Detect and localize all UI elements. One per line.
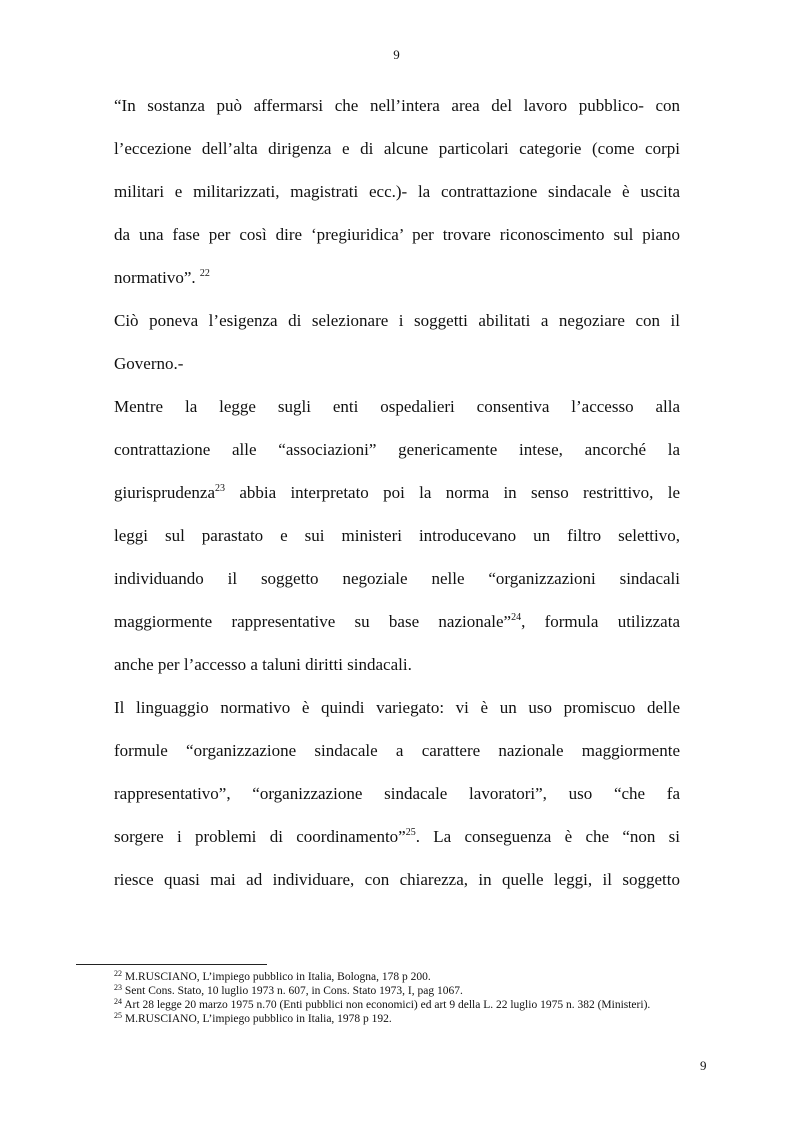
- text-line: Mentre la legge sugli enti ospedalieri consentiva l’accesso alla: [114, 397, 680, 416]
- text-line: [114, 256, 680, 299]
- text-line: individuando il soggetto negoziale nelle “organizzazioni sindacali: [114, 569, 680, 588]
- text-fragment: giurisprudenza: [114, 483, 216, 502]
- footnote-separator: [76, 964, 267, 965]
- footnote-ref-24: 24: [511, 612, 522, 623]
- text-line: “In sostanza può affermarsi che nell’intera area del lavoro pubblico- con: [114, 96, 680, 115]
- text-fragment: . La conseguenza è che “non si: [415, 827, 680, 846]
- paragraph-selection: [114, 299, 680, 385]
- footnote-ref-22: 22: [199, 268, 210, 279]
- footnote-25: [114, 1012, 680, 1026]
- footnote-text: M.RUSCIANO, L’impiego pubblico in Italia, 1978 p 192.: [124, 1013, 392, 1025]
- footnote-ref-25: 25: [405, 827, 416, 838]
- text-fragment: maggiormente rappresentative su base nazionale”: [114, 612, 512, 631]
- footnote-number: 25: [114, 1011, 122, 1020]
- text-line: militari e militarizzati, magistrati ecc.)- la contrattazione sindacale è uscita: [114, 182, 680, 201]
- footnote-number: 24: [114, 997, 122, 1006]
- text-line: rappresentativo”, “organizzazione sindacale lavoratori”, uso “che fa: [114, 784, 680, 803]
- text-fragment: normativo”.: [114, 268, 196, 287]
- footnote-text: M.RUSCIANO, L’impiego pubblico in Italia, Bologna, 178 p 200.: [124, 971, 431, 983]
- text-line: [114, 600, 680, 643]
- text-line: formule “organizzazione sindacale a carattere nazionale maggiormente: [114, 741, 680, 760]
- text-fragment: sorgere i problemi di coordinamento”: [114, 827, 406, 846]
- text-line: Governo.-: [114, 354, 184, 373]
- paragraph-laws: [114, 385, 680, 686]
- footnote-text: Art 28 legge 20 marzo 1975 n.70 (Enti pubblici non economici) ed art 9 della L. 22 luglio 1975 n. 382 (Ministeri).: [124, 999, 651, 1011]
- text-line: leggi sul parastato e sui ministeri introducevano un filtro selettivo,: [114, 526, 680, 545]
- text-line: Ciò poneva l’esigenza di selezionare i soggetti abilitati a negoziare con il: [114, 311, 680, 330]
- text-line: anche per l’accesso a taluni diritti sindacali.: [114, 655, 412, 674]
- text-line: [114, 471, 680, 514]
- footnote-number: 22: [114, 969, 122, 978]
- footnote-22: [114, 970, 680, 984]
- text-fragment: , formula utilizzata: [521, 612, 680, 631]
- footnote-23: [114, 984, 680, 998]
- paragraph-quote: [114, 84, 680, 299]
- page-number-top: 9: [393, 47, 400, 62]
- text-line: riesce quasi mai ad individuare, con chiarezza, in quelle leggi, il soggetto: [114, 870, 680, 889]
- text-line: [114, 815, 680, 858]
- footnotes: [114, 970, 680, 1026]
- text-line: l’eccezione dell’alta dirigenza e di alcune particolari categorie (come corpi: [114, 139, 680, 158]
- text-line: Il linguaggio normativo è quindi variegato: vi è un uso promiscuo delle: [114, 698, 680, 717]
- footnote-24: [114, 998, 680, 1012]
- body-text: [114, 84, 680, 901]
- text-line: da una fase per così dire ‘pregiuridica’ per trovare riconoscimento sul piano: [114, 225, 680, 244]
- paragraph-language: [114, 686, 680, 901]
- page-number-bottom: 9: [700, 1058, 707, 1073]
- footnote-text: Sent Cons. Stato, 10 luglio 1973 n. 607, in Cons. Stato 1973, I, pag 1067.: [124, 985, 463, 997]
- footnote-ref-23: 23: [215, 483, 226, 494]
- text-fragment: abbia interpretato poi la norma in senso restrittivo, le: [225, 483, 680, 502]
- text-line: contrattazione alle “associazioni” genericamente intese, ancorché la: [114, 440, 680, 459]
- footnote-number: 23: [114, 983, 122, 992]
